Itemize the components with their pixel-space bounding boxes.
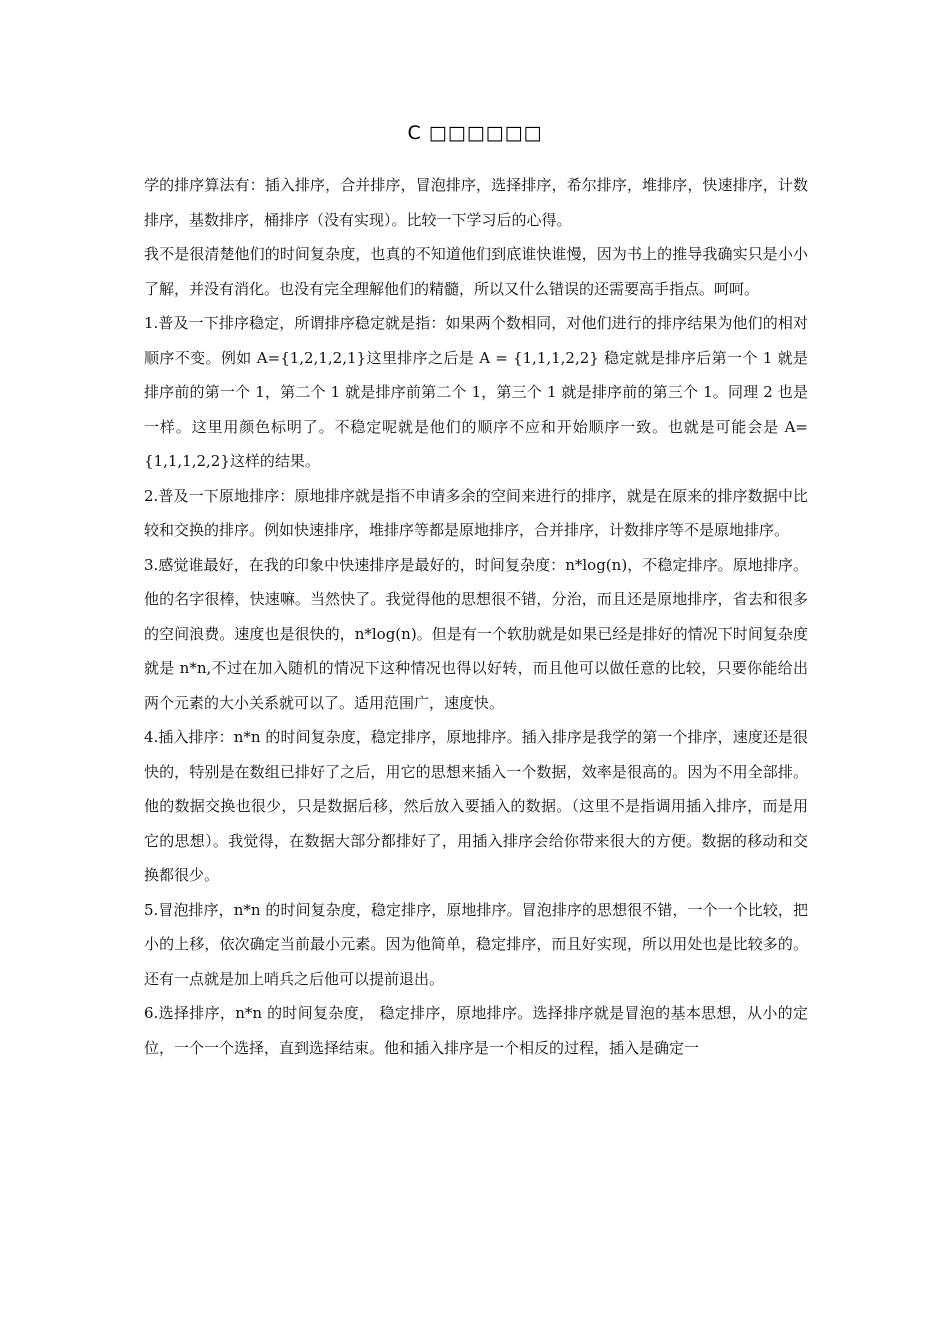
paragraph-complexity-note: 我不是很清楚他们的时间复杂度，也真的不知道他们到底谁快谁慢，因为书上的推导我确实只是小小了解，并没有消化。也没有完全理解他们的精髓，所以又什么错误的还需要高手指点。呵呵。	[144, 245, 808, 298]
paragraph-stability: 1.普及一下排序稳定，所谓排序稳定就是指：如果两个数相同，对他们进行的排序结果为他们的相对顺序不变。例如 A={1,2,1,2,1}这里排序之后是 A = {1,1,1,2,2} 稳定就是排序后第一个 1 就是排序前的第一个 1，第二个 1 就是排序前第二个 1，第三个 1 就是排序前的第三个 1。同理 2 也是一样。这里用颜色标明了。不稳定呢就是他们的顺序不应和开始顺序一致。也就是可能会是 A={1,1,1,2,2}这样的结果。	[144, 314, 808, 470]
paragraph-selection-sort: 6.选择排序，n*n 的时间复杂度， 稳定排序，原地排序。选择排序就是冒泡的基本思想，从小的定位，一个一个选择，直到选择结束。他和插入排序是一个相反的过程，插入是确定一	[144, 1004, 808, 1057]
document-body	[144, 168, 808, 1065]
paragraph-intro: 学的排序算法有：插入排序，合并排序，冒泡排序，选择排序，希尔排序，堆排序，快速排序，计数排序，基数排序，桶排序（没有实现）。比较一下学习后的心得。	[144, 176, 808, 229]
paragraph-bubble-sort: 5.冒泡排序，n*n 的时间复杂度，稳定排序，原地排序。冒泡排序的思想很不错，一个一个比较，把小的上移，依次确定当前最小元素。因为他简单，稳定排序，而且好实现，所以用处也是比较多的。还有一点就是加上哨兵之后他可以提前退出。	[144, 900, 808, 988]
paragraph-insertion-sort: 4.插入排序：n*n 的时间复杂度，稳定排序，原地排序。插入排序是我学的第一个排序，速度还是很快的，特别是在数组已排好了之后，用它的思想来插入一个数据，效率是很高的。因为不用全部排。他的数据交换也很少，只是数据后移，然后放入要插入的数据。（这里不是指调用插入排序，而是用它的思想）。我觉得，在数据大部分都排好了，用插入排序会给你带来很大的方便。数据的移动和交换都很少。	[144, 728, 808, 884]
paragraph-quicksort: 3.感觉谁最好，在我的印象中快速排序是最好的，时间复杂度：n*log(n)，不稳定排序。原地排序。他的名字很棒，快速嘛。当然快了。我觉得他的思想很不错，分治，而且还是原地排序，省去和很多的空间浪费。速度也是很快的，n*log(n)。但是有一个软肋就是如果已经是排好的情况下时间复杂度就是 n*n,不过在加入随机的情况下这种情况也得以好转，而且他可以做任意的比较，只要你能给出两个元素的大小关系就可以了。适用范围广，速度快。	[144, 555, 808, 712]
page-title: C □□□□□□	[407, 122, 543, 144]
paragraph-in-place: 2.普及一下原地排序：原地排序就是指不申请多余的空间来进行的排序，就是在原来的排序数据中比较和交换的排序。例如快速排序，堆排序等都是原地排序，合并排序，计数排序等不是原地排序。	[144, 486, 808, 539]
